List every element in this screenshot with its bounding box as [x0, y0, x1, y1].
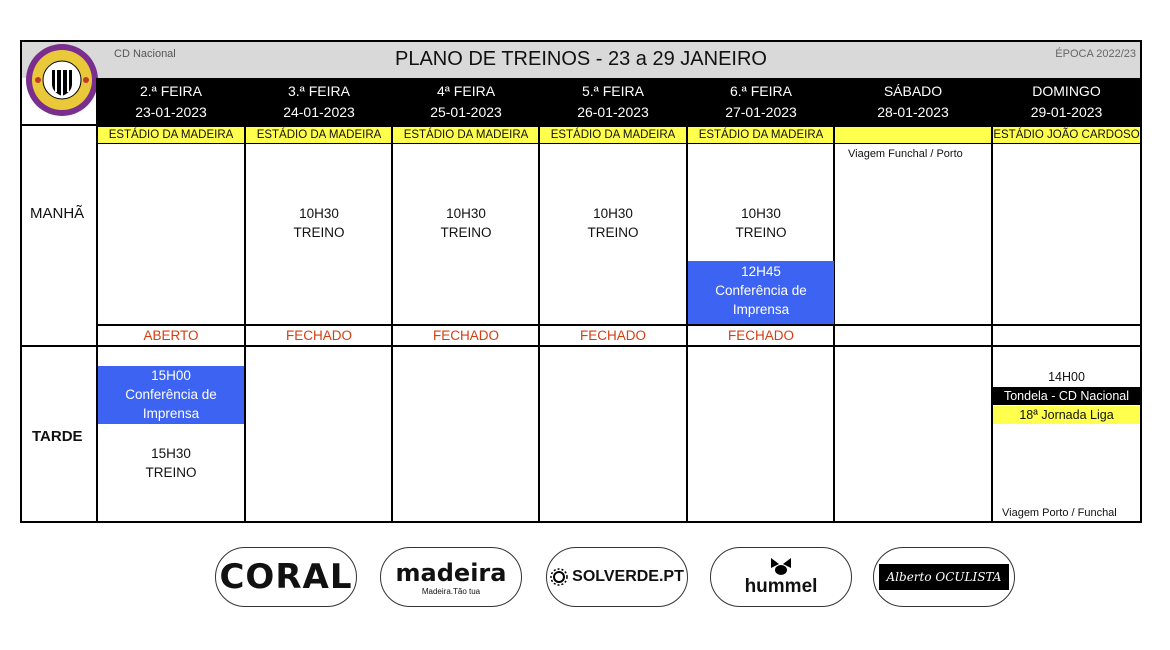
- madeira-logo: madeira: [395, 558, 507, 587]
- day-header-mon: [98, 78, 244, 124]
- press-label-2: Imprensa: [732, 302, 790, 317]
- venue-thu: ESTÁDIO DA MADEIRA: [540, 126, 686, 143]
- season-label: ÉPOCA 2022/23: [1055, 48, 1136, 60]
- madeira-tagline: Madeira.Tão tua: [421, 586, 481, 596]
- day-date: 24-01-2023: [283, 104, 355, 120]
- match-time-sun: 14H00: [1048, 370, 1085, 384]
- travel-note-sat: Viagem Funchal / Porto: [848, 148, 963, 160]
- status-mon: ABERTO: [143, 328, 199, 343]
- session-time: 10H30: [446, 206, 486, 221]
- press-label: Conferência de: [125, 387, 217, 402]
- press-label-2: Imprensa: [142, 406, 200, 421]
- sun-icon: [550, 568, 568, 586]
- venue-wed: ESTÁDIO DA MADEIRA: [393, 126, 539, 143]
- session-type: TREINO: [145, 465, 197, 480]
- status-thu: FECHADO: [579, 328, 646, 343]
- row-label-afternoon: TARDE: [32, 428, 83, 445]
- sponsor-madeira: [380, 547, 522, 607]
- day-name: 4ª FEIRA: [436, 83, 496, 99]
- title-band: [22, 42, 1140, 78]
- page-title: PLANO DE TREINOS - 23 a 29 JANEIRO: [395, 48, 767, 70]
- press-time: 15H00: [151, 368, 191, 383]
- venue-sun: ESTÁDIO JOÃO CARDOSO: [993, 126, 1140, 143]
- day-header-wed: [393, 78, 539, 124]
- day-date: 25-01-2023: [430, 104, 502, 120]
- day-name: SÁBADO: [883, 83, 943, 99]
- venue-tue: ESTÁDIO DA MADEIRA: [246, 126, 392, 143]
- alberto-logo: Alberto OCULISTA: [879, 564, 1010, 590]
- press-time: 12H45: [741, 264, 781, 279]
- day-date: 29-01-2023: [1030, 104, 1103, 120]
- day-header-sat: [835, 78, 991, 124]
- venue-sat: [835, 126, 991, 143]
- club-name: CD Nacional: [114, 48, 176, 60]
- column-divider: [991, 78, 993, 521]
- sponsor-solverde: [546, 547, 688, 607]
- sponsor-hummel: [710, 547, 852, 607]
- session-time: 10H30: [741, 206, 781, 221]
- day-date: 23-01-2023: [135, 104, 207, 120]
- column-divider: [391, 78, 393, 521]
- press-conference-mon: [98, 366, 244, 424]
- match-fixture: Tondela - CD Nacional: [993, 387, 1140, 405]
- session-type: TREINO: [735, 225, 787, 240]
- coral-logo: CORAL: [219, 557, 353, 597]
- match-competition: 18ª Jornada Liga: [993, 406, 1140, 424]
- venue-fri: ESTÁDIO DA MADEIRA: [688, 126, 834, 143]
- header-divider: [22, 124, 1140, 126]
- session-divider: [22, 345, 1140, 347]
- session-type: TREINO: [440, 225, 492, 240]
- status-wed: FECHADO: [432, 328, 499, 343]
- session-time: 10H30: [299, 206, 339, 221]
- day-header-tue: [246, 78, 392, 124]
- afternoon-training-mon: [98, 444, 244, 482]
- status-fri: FECHADO: [727, 328, 794, 343]
- day-name: 5.ª FEIRA: [582, 83, 644, 99]
- club-crest-icon: [24, 42, 100, 122]
- day-name: 6.ª FEIRA: [730, 83, 792, 99]
- session-type: TREINO: [293, 225, 345, 240]
- day-date: 27-01-2023: [725, 104, 797, 120]
- session-time: 10H30: [593, 206, 633, 221]
- travel-note-sun: Viagem Porto / Funchal: [1002, 507, 1117, 519]
- day-date: 28-01-2023: [877, 104, 949, 120]
- day-name: 2.ª FEIRA: [140, 83, 202, 99]
- press-label: Conferência de: [715, 283, 807, 298]
- session-type: TREINO: [587, 225, 639, 240]
- venue-mon: ESTÁDIO DA MADEIRA: [98, 126, 244, 143]
- morning-training-wed: [393, 204, 539, 242]
- morning-training-thu: [540, 204, 686, 242]
- day-name: 3.ª FEIRA: [288, 83, 350, 99]
- session-time: 15H30: [151, 446, 191, 461]
- press-conference-fri: [688, 261, 834, 324]
- day-header-sun: [993, 78, 1140, 124]
- sponsor-coral: [215, 547, 357, 607]
- day-name: DOMINGO: [1032, 83, 1101, 99]
- hummel-logo: hummel: [744, 576, 818, 597]
- solverde-logo: SOLVERDE.PT: [572, 568, 684, 585]
- row-label-morning: MANHÃ: [30, 205, 85, 222]
- morning-training-tue: [246, 204, 392, 242]
- morning-training-fri: [688, 204, 834, 242]
- column-divider: [538, 78, 540, 521]
- status-divider: [98, 324, 1140, 326]
- sponsor-alberto: [873, 547, 1015, 607]
- status-tue: FECHADO: [285, 328, 352, 343]
- column-divider: [244, 78, 246, 521]
- training-plan-sheet: [20, 40, 1142, 523]
- day-header-fri: [688, 78, 834, 124]
- day-date: 26-01-2023: [577, 104, 649, 120]
- venue-divider: [98, 143, 1140, 144]
- bee-icon: [767, 556, 795, 576]
- day-header-thu: [540, 78, 686, 124]
